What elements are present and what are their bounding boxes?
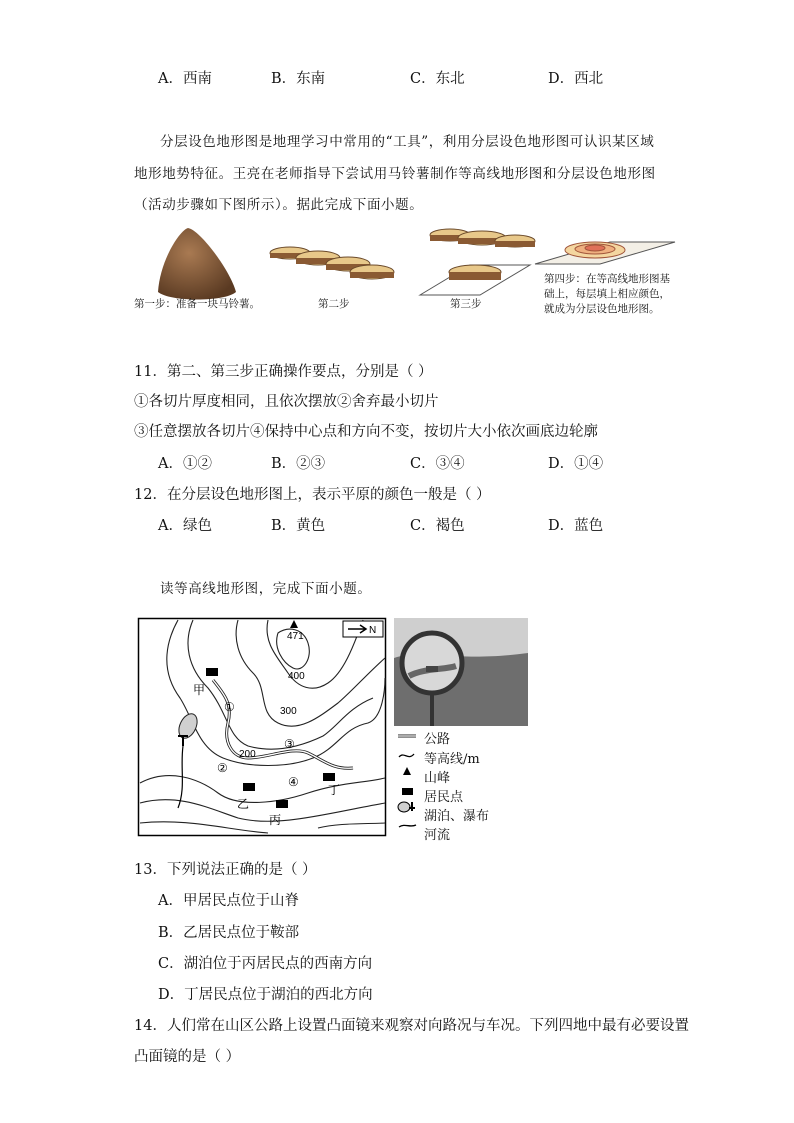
point-label: ②	[217, 761, 228, 775]
q11-option-c[interactable]: C．③④	[410, 456, 465, 472]
q12-option-d[interactable]: D．蓝色	[548, 518, 604, 534]
q14-stem-line: 14．人们常在山区公路上设置凸面镜来观察对向路况与车况。下列四地中最有必要设置	[134, 1018, 689, 1034]
step4-caption-line: 础上，每层填上相应颜色，	[544, 288, 670, 300]
place-label: 甲	[193, 683, 206, 697]
legend-label-river: 河流	[424, 828, 451, 843]
step4-caption	[544, 272, 694, 317]
point-label: ④	[288, 775, 299, 789]
potato-stack-icon	[420, 229, 535, 295]
q10-option-b[interactable]: B．东南	[271, 71, 326, 87]
q13-option-d[interactable]: D．丁居民点位于湖泊的西北方向	[158, 987, 373, 1003]
potato-icon	[158, 228, 236, 300]
q10-option-a[interactable]: A．西南	[158, 71, 212, 87]
place-label: 丙	[269, 813, 282, 827]
place-label: 丁	[328, 783, 341, 797]
q11-statement-line: ③任意摆放各切片④保持中心点和方向不变，按切片大小依次画底边轮廓	[134, 424, 598, 440]
q11-stem: 11．第二、第三步正确操作要点，分别是（ ）	[134, 364, 433, 380]
intro-paragraph-line: 分层设色地形图是地理学习中常用的“工具”，利用分层设色地形图可认识某区域	[160, 134, 655, 150]
legend-label-settlement: 居民点	[424, 790, 464, 805]
legend-symbols	[396, 730, 418, 832]
potato-slices-icon	[270, 247, 394, 279]
q11-statement-line: ①各切片厚度相同，且依次摆放②舍弃最小切片	[134, 394, 439, 410]
q12-option-a[interactable]: A．绿色	[158, 518, 212, 534]
legend-label-peak: 山峰	[424, 771, 451, 786]
point-label: ③	[284, 737, 295, 751]
settlement-icon	[323, 773, 335, 781]
legend-label-lake-waterfall: 湖泊、瀑布	[424, 809, 490, 824]
q10-option-d[interactable]: D．西北	[548, 71, 604, 87]
q11-option-a[interactable]: A．①②	[158, 456, 212, 472]
intro2-text: 读等高线地形图，完成下面小题。	[160, 581, 372, 597]
contour-label: 200	[239, 749, 256, 760]
peak-label: 471	[287, 631, 304, 642]
q12-stem: 12．在分层设色地形图上，表示平原的颜色一般是（ ）	[134, 487, 491, 503]
place-label: 乙	[237, 797, 250, 811]
step3-caption: 第三步	[450, 298, 482, 310]
settlement-icon	[276, 800, 288, 808]
q12-option-c[interactable]: C．褐色	[410, 518, 465, 534]
contour-label: 400	[288, 671, 305, 682]
contour-map	[138, 618, 386, 836]
step4-caption-line: 就成为分层设色地形图。	[544, 303, 660, 315]
peak-legend-icon	[403, 767, 411, 775]
river-legend-icon	[399, 825, 416, 827]
q11-option-b[interactable]: B．②③	[271, 456, 326, 472]
lake-legend-icon	[398, 802, 410, 812]
legend-label-road: 公路	[424, 732, 451, 747]
layer-tint-board-icon	[535, 242, 675, 264]
point-label: ①	[224, 700, 235, 714]
intro-paragraph-line: 地形地势特征。王亮在老师指导下尝试用马铃薯制作等高线地形图和分层设色地形图	[134, 166, 656, 182]
q14-stem-line: 凸面镜的是（ ）	[134, 1049, 241, 1065]
q13-stem: 13．下列说法正确的是（ ）	[134, 862, 317, 878]
contour-label: 300	[280, 706, 297, 717]
legend-label-contour: 等高线/m	[424, 752, 480, 767]
contour-legend-icon	[399, 754, 414, 757]
step1-caption: 第一步：准备一块马铃薯。	[134, 298, 260, 310]
step4-caption-line: 第四步：在等高线地形图基	[544, 273, 670, 285]
north-label: N	[369, 625, 377, 636]
step2-caption: 第二步	[318, 298, 350, 310]
settlement-legend-icon	[402, 788, 413, 795]
intro-paragraph-line: （活动步骤如下图所示）。据此完成下面小题。	[134, 197, 424, 213]
q11-option-d[interactable]: D．①④	[548, 456, 604, 472]
mirror-icon	[402, 633, 462, 693]
q13-option-b[interactable]: B．乙居民点位于鞍部	[158, 925, 300, 941]
convex-mirror-photo	[394, 618, 528, 726]
q13-option-a[interactable]: A．甲居民点位于山脊	[158, 893, 299, 909]
q13-option-c[interactable]: C．湖泊位于丙居民点的西南方向	[158, 956, 373, 972]
settlement-icon	[243, 783, 255, 791]
q12-option-b[interactable]: B．黄色	[271, 518, 326, 534]
settlement-icon	[206, 668, 218, 676]
q10-option-c[interactable]: C．东北	[410, 71, 465, 87]
